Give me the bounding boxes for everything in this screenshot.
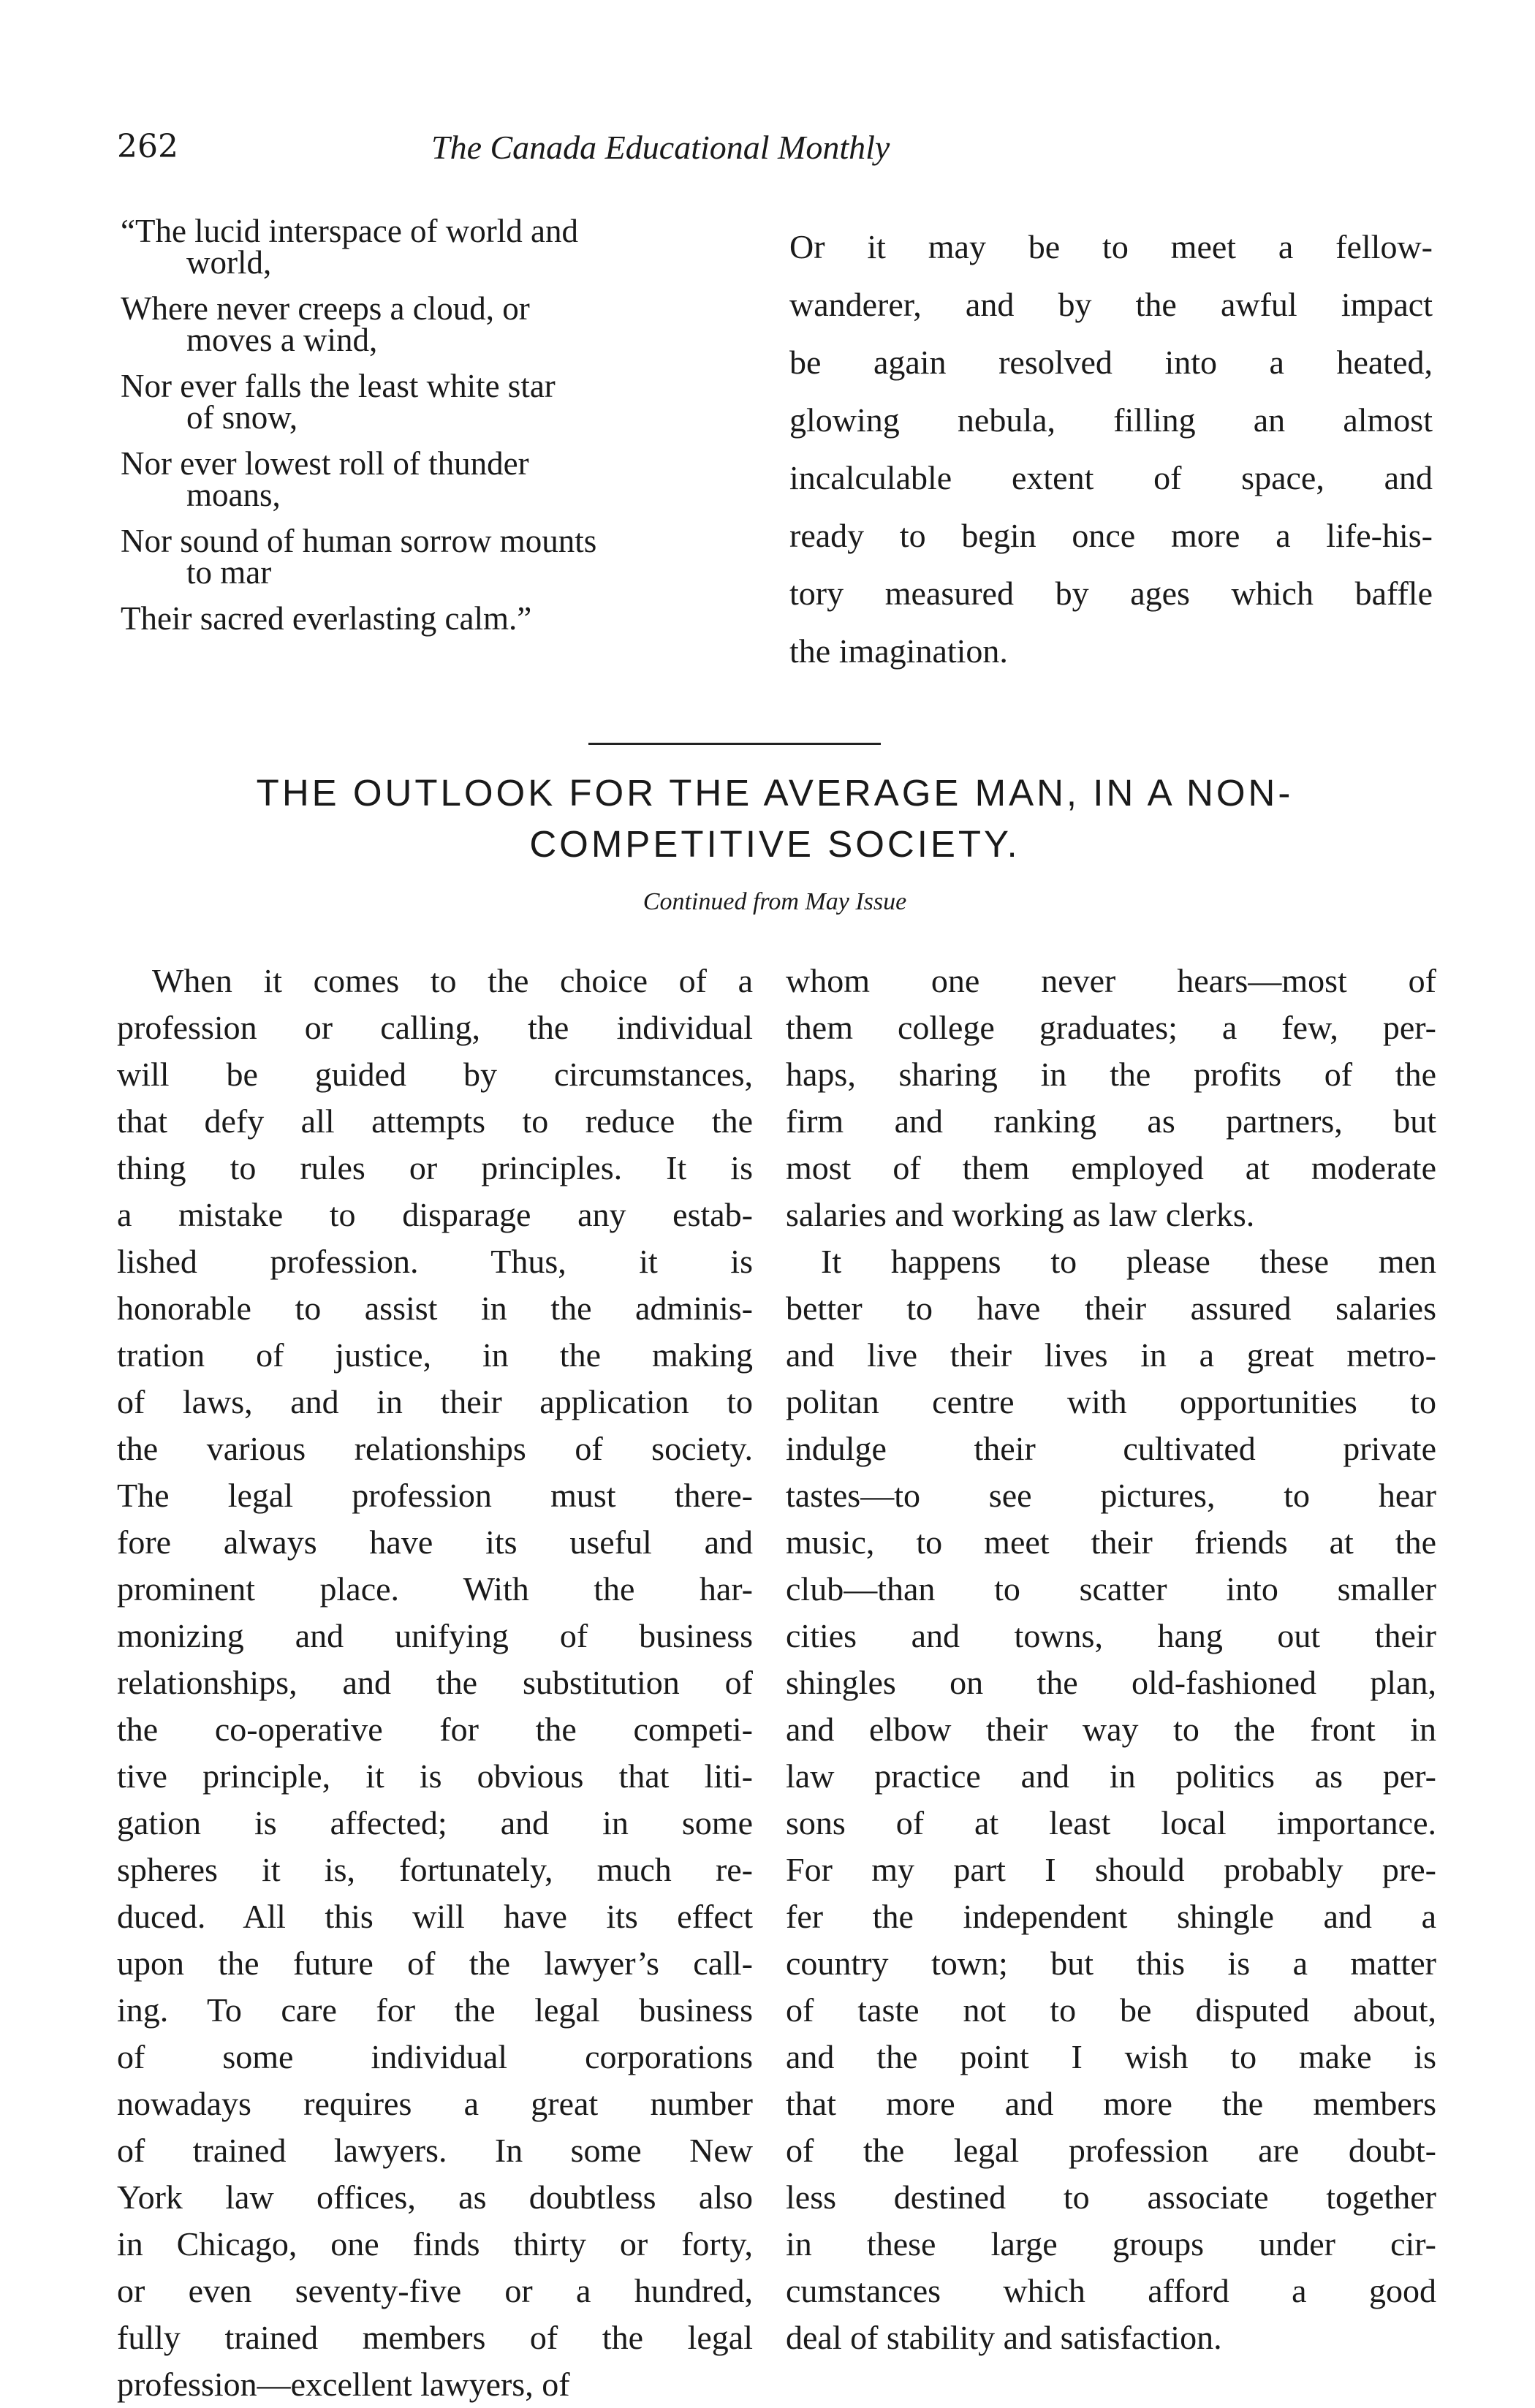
text-line: in these large groups under cir- [786, 2225, 1436, 2263]
text-line: tastes—to see pictures, to hear [786, 1477, 1436, 1514]
body-left-column [117, 958, 753, 2408]
poem-line: Nor sound of human sorrow mounts [121, 523, 597, 559]
text-line: fully trained members of the legal [117, 2319, 753, 2356]
text-line: that defy all attempts to reduce the [117, 1102, 753, 1140]
poem-line: Nor ever falls the least white star [121, 368, 556, 404]
text-line: that more and more the members [786, 2085, 1436, 2122]
text-line: wanderer, and by the awful impact [789, 286, 1433, 323]
poem-line: Nor ever lowest roll of thunder [121, 445, 529, 482]
article-title [95, 768, 1455, 870]
text-line: whom one never hears—most of [786, 962, 1436, 999]
poem-line: world, [186, 244, 272, 281]
text-line: It happens to please these men [821, 1243, 1436, 1280]
poem-line: of snow, [186, 399, 298, 436]
text-line: monizing and unifying of business [117, 1617, 753, 1654]
text-line: shingles on the old-fashioned plan, [786, 1664, 1436, 1701]
text-line: country town; but this is a matter [786, 1945, 1436, 1982]
poem-line: Where never creeps a cloud, or [121, 290, 530, 327]
text-line: be again resolved into a heated, [789, 344, 1433, 381]
text-line: incalculable extent of space, and [789, 459, 1433, 496]
text-line: the various relationships of society. [117, 1430, 753, 1467]
text-line: profession or calling, the individual [117, 1009, 753, 1046]
text-line: duced. All this will have its effect [117, 1898, 753, 1935]
text-line: lished profession. Thus, it is [117, 1243, 753, 1280]
text-line: relationships, and the substitution of [117, 1664, 753, 1701]
text-line: deal of stability and satisfaction. [786, 2319, 1222, 2356]
poem-line: moans, [186, 477, 281, 513]
text-line: and elbow their way to the front in [786, 1711, 1436, 1748]
text-line: better to have their assured salaries [786, 1290, 1436, 1327]
text-line: and live their lives in a great metro- [786, 1336, 1436, 1374]
text-line: tration of justice, in the making [117, 1336, 753, 1374]
text-line: haps, sharing in the profits of the [786, 1056, 1436, 1093]
text-line: cities and towns, hang out their [786, 1617, 1436, 1654]
text-line: of the legal profession are doubt- [786, 2132, 1436, 2169]
text-line: the co-operative for the competi- [117, 1711, 753, 1748]
text-line: will be guided by circumstances, [117, 1056, 753, 1093]
text-line: upon the future of the lawyer’s call- [117, 1945, 753, 1982]
text-line: profession—excellent lawyers, of [117, 2366, 570, 2403]
text-line: indulge their cultivated private [786, 1430, 1436, 1467]
poem-line: moves a wind, [186, 322, 378, 358]
text-line: and the point I wish to make is [786, 2038, 1436, 2075]
text-line: tory measured by ages which baffle [789, 575, 1433, 612]
text-line: gation is affected; and in some [117, 1804, 753, 1841]
body-right-column [786, 958, 1436, 2361]
text-line: glowing nebula, filling an almost [789, 401, 1433, 439]
text-line: When it comes to the choice of a [152, 962, 753, 999]
text-line: of some individual corporations [117, 2038, 753, 2075]
running-title: The Canada Educational Monthly [431, 129, 890, 166]
text-line: Or it may be to meet a fellow- [789, 228, 1433, 265]
text-line: fer the independent shingle and a [786, 1898, 1436, 1935]
text-line: in Chicago, one finds thirty or forty, [117, 2225, 753, 2263]
text-line: most of them employed at moderate [786, 1149, 1436, 1186]
text-line: The legal profession must there- [117, 1477, 753, 1514]
poem-column [121, 213, 764, 637]
text-line: prominent place. With the har- [117, 1570, 753, 1608]
text-line: firm and ranking as partners, but [786, 1102, 1436, 1140]
text-line: spheres it is, fortunately, much re- [117, 1851, 753, 1888]
text-line: ing. To care for the legal business [117, 1991, 753, 2029]
text-line: of taste not to be disputed about, [786, 1991, 1436, 2029]
poem-line: Their sacred everlasting calm.” [121, 600, 532, 637]
page-number: 262 [117, 128, 178, 165]
text-line: them college graduates; a few, per- [786, 1009, 1436, 1046]
text-line: less destined to associate together [786, 2178, 1436, 2216]
text-line: politan centre with opportunities to [786, 1383, 1436, 1420]
text-line: ready to begin once more a life-his- [789, 517, 1433, 554]
text-line: club—than to scatter into smaller [786, 1570, 1436, 1608]
poem-line: “The lucid interspace of world and [121, 213, 579, 249]
text-line: the imagination. [789, 632, 1008, 670]
text-line: sons of at least local importance. [786, 1804, 1436, 1841]
text-line: thing to rules or principles. It is [117, 1149, 753, 1186]
text-line: of trained lawyers. In some New [117, 2132, 753, 2169]
poem-line: to mar [186, 554, 272, 591]
text-line: of laws, and in their application to [117, 1383, 753, 1420]
text-line: For my part I should probably pre- [786, 1851, 1436, 1888]
text-line: tive principle, it is obvious that liti- [117, 1757, 753, 1795]
article-title-line-1: THE OUTLOOK FOR THE AVERAGE MAN, IN A NON- [256, 772, 1294, 814]
article-subtitle: Continued from May Issue [643, 888, 907, 915]
text-line: York law offices, as doubtless also [117, 2178, 753, 2216]
text-line: law practice and in politics as per- [786, 1757, 1436, 1795]
text-line: nowadays requires a great number [117, 2085, 753, 2122]
text-line: music, to meet their friends at the [786, 1523, 1436, 1561]
top-right-column [789, 218, 1433, 680]
text-line: cumstances which afford a good [786, 2272, 1436, 2309]
text-line: fore always have its useful and [117, 1523, 753, 1561]
article-title-line-2: COMPETITIVE SOCIETY. [529, 823, 1020, 865]
text-line: a mistake to disparage any estab- [117, 1196, 753, 1233]
text-line: honorable to assist in the adminis- [117, 1290, 753, 1327]
section-divider [588, 743, 881, 745]
page-header [117, 128, 1433, 179]
text-line: or even seventy-five or a hundred, [117, 2272, 753, 2309]
text-line: salaries and working as law clerks. [786, 1196, 1255, 1233]
